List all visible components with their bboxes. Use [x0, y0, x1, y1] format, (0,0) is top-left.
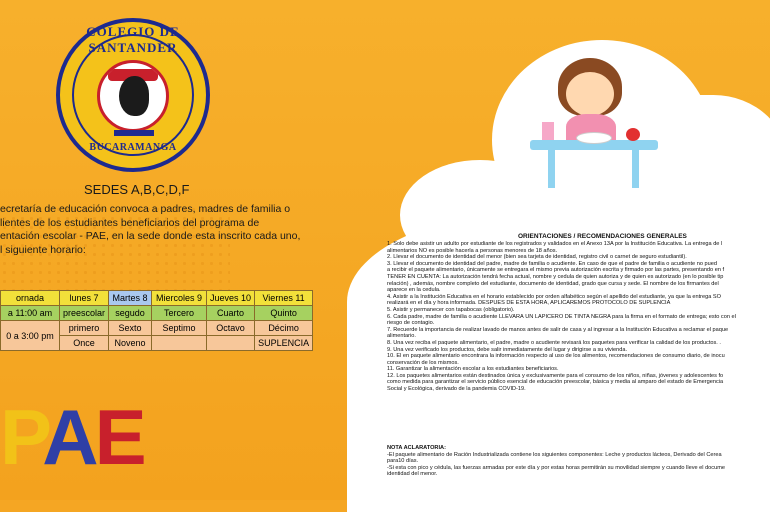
schedule-row	[1, 306, 313, 321]
intro-paragraph	[0, 203, 300, 257]
orientation-line: 3. Llevar el documento de identidad del padre, madre de familia o acudiente. En caso de que el padre de familia o acudiente no pued	[387, 260, 717, 267]
header-cell: Jueves 10	[207, 291, 255, 306]
schedule-cell: a 11:00 am	[1, 306, 60, 321]
schedule-cell: Tercero	[152, 306, 207, 321]
nota-line: -Si esta con pico y cédula, las fuerzas armadas por este día y por estas horas permitirán su movilidad siempre y cuando lleve el docume	[387, 464, 725, 471]
orientation-line: 10. El en paquete alimentario encontrara la información respecto al uso de los alimentos, recomendaciones de consumo diario, de inocu	[387, 353, 725, 360]
schedule-cell	[152, 336, 207, 351]
apple-icon	[626, 128, 640, 141]
orientation-line: 11. Garantizar la alimentación escolar a los estudiantes beneficiarios.	[387, 366, 559, 373]
orientation-line: 1. Solo debe asistir un adulto por estudiante de los registrados y validados en el Anexo 13A por la Institución Educativa. La entrega de l	[387, 241, 723, 247]
food-plate	[576, 132, 612, 144]
pae-letter-p: P	[0, 393, 43, 481]
schedule-cell	[207, 336, 255, 351]
orientation-line: Social y Ecológica, derivado de la pandemia COVID-19.	[387, 386, 526, 393]
header-cell: Viernes 11	[255, 291, 313, 306]
pae-letter-e: E	[94, 393, 143, 481]
header-cell: Martes 8	[109, 291, 152, 306]
orientation-line: alimentario.	[387, 333, 416, 340]
orientation-line: 4. Asistir a la Institución Educativa en el horario establecido por orden alfabético según el apellido del estudiante, ya que la entrega SO	[387, 293, 721, 300]
girl-eating-illustration	[530, 58, 660, 188]
schedule-cell: Décimo	[255, 321, 313, 336]
intro-line: ecretaría de educación convoca a padres, madres de familia o	[0, 203, 291, 215]
schedule-cell: 0 a 3:00 pm	[1, 321, 60, 351]
schedule-cell: Septimo	[152, 321, 207, 336]
seal-motto-ribbon	[114, 130, 154, 136]
table-leg	[548, 150, 555, 188]
nota-title: NOTA ACLARATORIA:	[387, 445, 446, 451]
seal-bottom-text: BUCARAMANGA	[89, 142, 177, 153]
nota-line: para10 días.	[387, 458, 419, 465]
schedule-cell: Sexto	[109, 321, 152, 336]
table-leg	[632, 150, 639, 188]
orientation-line: relación) , además, nombre completo del estudiante, documento de identidad, grado que cursa y sede. El nombre de los firmantes del	[387, 280, 719, 287]
seal-top-text: COLEGIO DE SANTANDER	[86, 24, 180, 55]
pae-letter-a: A	[42, 393, 95, 481]
schedule-cell: Octavo	[207, 321, 255, 336]
header-cell: lunes 7	[60, 291, 109, 306]
orientation-line: 6. Cada padre, madre de familia o acudiente LLEVARÁ UN LAPICERO DE TINTA NEGRA para la firma en el formato de entrega; esto con el	[387, 313, 736, 320]
orientation-line: realizará en el día y hora informada. DESPUES DE ESTA HORA, APLICAREMOS PROTOCOLO DE SUPLENCIA	[387, 300, 671, 307]
intro-line: lientes de los estudiantes beneficiarios del programa de	[0, 216, 260, 229]
schedule-cell: segudo	[109, 306, 152, 321]
orientation-line: 2. Llevar el documento de identidad del menor (bien sea tarjeta de identidad, registro civil o carnet de seguro estudiantil).	[387, 254, 687, 261]
schedule-header-row	[1, 291, 313, 306]
schedule-cell: Noveno	[109, 336, 152, 351]
seal-portrait	[97, 60, 169, 132]
orientation-line: aparece en la cedula.	[387, 287, 441, 294]
nota-aclaratoria	[387, 445, 770, 478]
orientation-line: 7. Recuerde la importancia de realizar lavado de manos antes de salir de casa y al ingresar a la Institución Educativa a reclamar el paque	[387, 326, 729, 333]
orientation-line: 12. Los paquetes alimentarios están destinados única y exclusivamente para el consumo de los niños, niñas, jóvenes y adolescentes fo	[387, 372, 724, 379]
schedule-cell: preescolar	[60, 306, 109, 321]
header-cell: Miercoles 9	[152, 291, 207, 306]
orientations-list	[387, 241, 770, 393]
nota-line: identidad del menor.	[387, 471, 438, 478]
orientation-line: 5. Asistir y permanecer con tapabocas (obligatorio).	[387, 306, 515, 313]
orientation-line: alimentarios NO es posible hacerla a personas menores de 18 años.	[387, 247, 558, 254]
schedule-cell: SUPLENCIA	[255, 336, 313, 351]
orientation-line: como medida para garantizar el servicio público esencial de educación preescolar, básica y media al amparo del estado de Emergencia	[387, 379, 724, 386]
orientations-title: ORIENTACIONES / RECOMENDACIONES GENERALES	[518, 233, 687, 240]
header-cell: ornada	[1, 291, 60, 306]
schedule-cell: Quinto	[255, 306, 313, 321]
milk-cup	[542, 122, 554, 140]
school-seal-logo	[56, 18, 210, 172]
nota-line: -El paquete alimentario de Ración Industrializada contiene los siguientes componentes: Leche y productos lácteos, Derivado del Cerea	[387, 451, 722, 458]
schedule-table	[0, 290, 313, 351]
sedes-heading: SEDES A,B,C,D,F	[84, 182, 190, 197]
schedule-cell: Once	[60, 336, 109, 351]
intro-line: entación escolar - PAE, en la sede donde esta inscrito cada uno,	[0, 230, 300, 242]
schedule-cell: Cuarto	[207, 306, 255, 321]
orientation-line: conservación de los mismos.	[387, 359, 459, 366]
orientation-line: riesgo de contagio.	[387, 320, 435, 327]
schedule-cell: primero	[60, 321, 109, 336]
orientation-line: 8. Una vez reciba el paquete alimentario, el padre, madre o acudiente revisará los paquetes para verificar la calidad de los productos. .	[387, 339, 721, 346]
pae-logo	[0, 392, 143, 483]
orientation-line: TENER EN CUENTA: La autorización tendrá fecha actual, nombre y cedula de quien autoriza y de quien es autorizado (en lo posible tip	[387, 273, 724, 280]
intro-line: l siguiente horario:	[0, 243, 86, 256]
seal-head-silhouette	[119, 76, 149, 116]
orientation-line: a recibir el paquete alimentario, únicamente se entregara el mismo previa autorización escrita y firmado por las partes, presentando en f	[387, 267, 725, 274]
schedule-row	[1, 321, 313, 336]
orientation-line: 9. Una vez verificado los productos, debe salir inmediatamente del lugar y dirigirse a su vivienda.	[387, 346, 628, 353]
girl-face	[566, 72, 614, 116]
